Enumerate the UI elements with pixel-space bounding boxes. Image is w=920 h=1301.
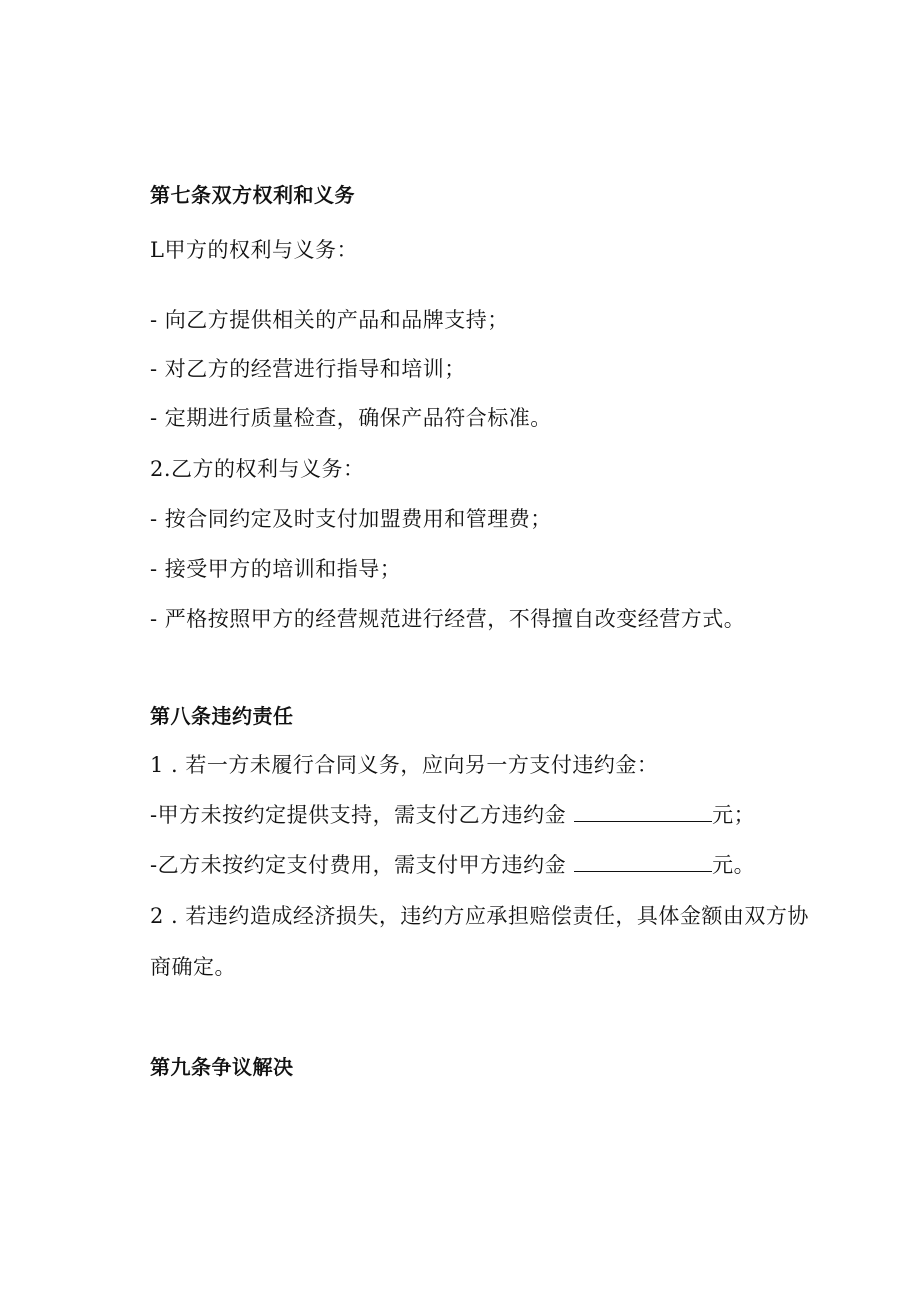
- section8-clause1-b: [150, 851, 755, 879]
- partyA-heading: L甲方的权利与义务：: [150, 238, 358, 262]
- fill-in-blank: [574, 803, 712, 822]
- partyB-item-2: - 接受甲方的培训和指导；: [150, 557, 402, 581]
- clause1-b-suffix: 元。: [712, 853, 756, 877]
- clause1-b-text: -乙方未按约定支付费用，需支付甲方违约金: [150, 853, 567, 877]
- section8-clause1-a: [150, 801, 755, 829]
- partyB-item-1: - 按合同约定及时支付加盟费用和管理费；: [150, 507, 552, 531]
- partyA-item-1: - 向乙方提供相关的产品和品牌支持；: [150, 308, 509, 332]
- partyA-item-2: - 对乙方的经营进行指导和培训；: [150, 357, 466, 381]
- partyB-item-3: - 严格按照甲方的经营规范进行经营，不得擅自改变经营方式。: [150, 607, 746, 631]
- section7-title: 第七条双方权利和义务: [150, 183, 355, 207]
- fill-in-blank: [574, 853, 712, 872]
- clause1-a-suffix: 元；: [712, 803, 756, 827]
- partyA-item-3: - 定期进行质量检查，确保产品符合标准。: [150, 406, 552, 430]
- section9-title: 第九条争议解决: [150, 1055, 294, 1079]
- clause1-a-text: -甲方未按约定提供支持，需支付乙方违约金: [150, 803, 567, 827]
- section8-clause2-line1: 2 . 若违约造成经济损失，违约方应承担赔偿责任，具体金额由双方协: [150, 904, 809, 928]
- partyB-heading: 2.乙方的权利与义务：: [150, 457, 365, 481]
- section8-title: 第八条违约责任: [150, 704, 294, 728]
- section8-clause2-line2: 商确定。: [150, 955, 236, 979]
- section8-clause1: 1 . 若一方未履行合同义务，应向另一方支付违约金：: [150, 753, 659, 777]
